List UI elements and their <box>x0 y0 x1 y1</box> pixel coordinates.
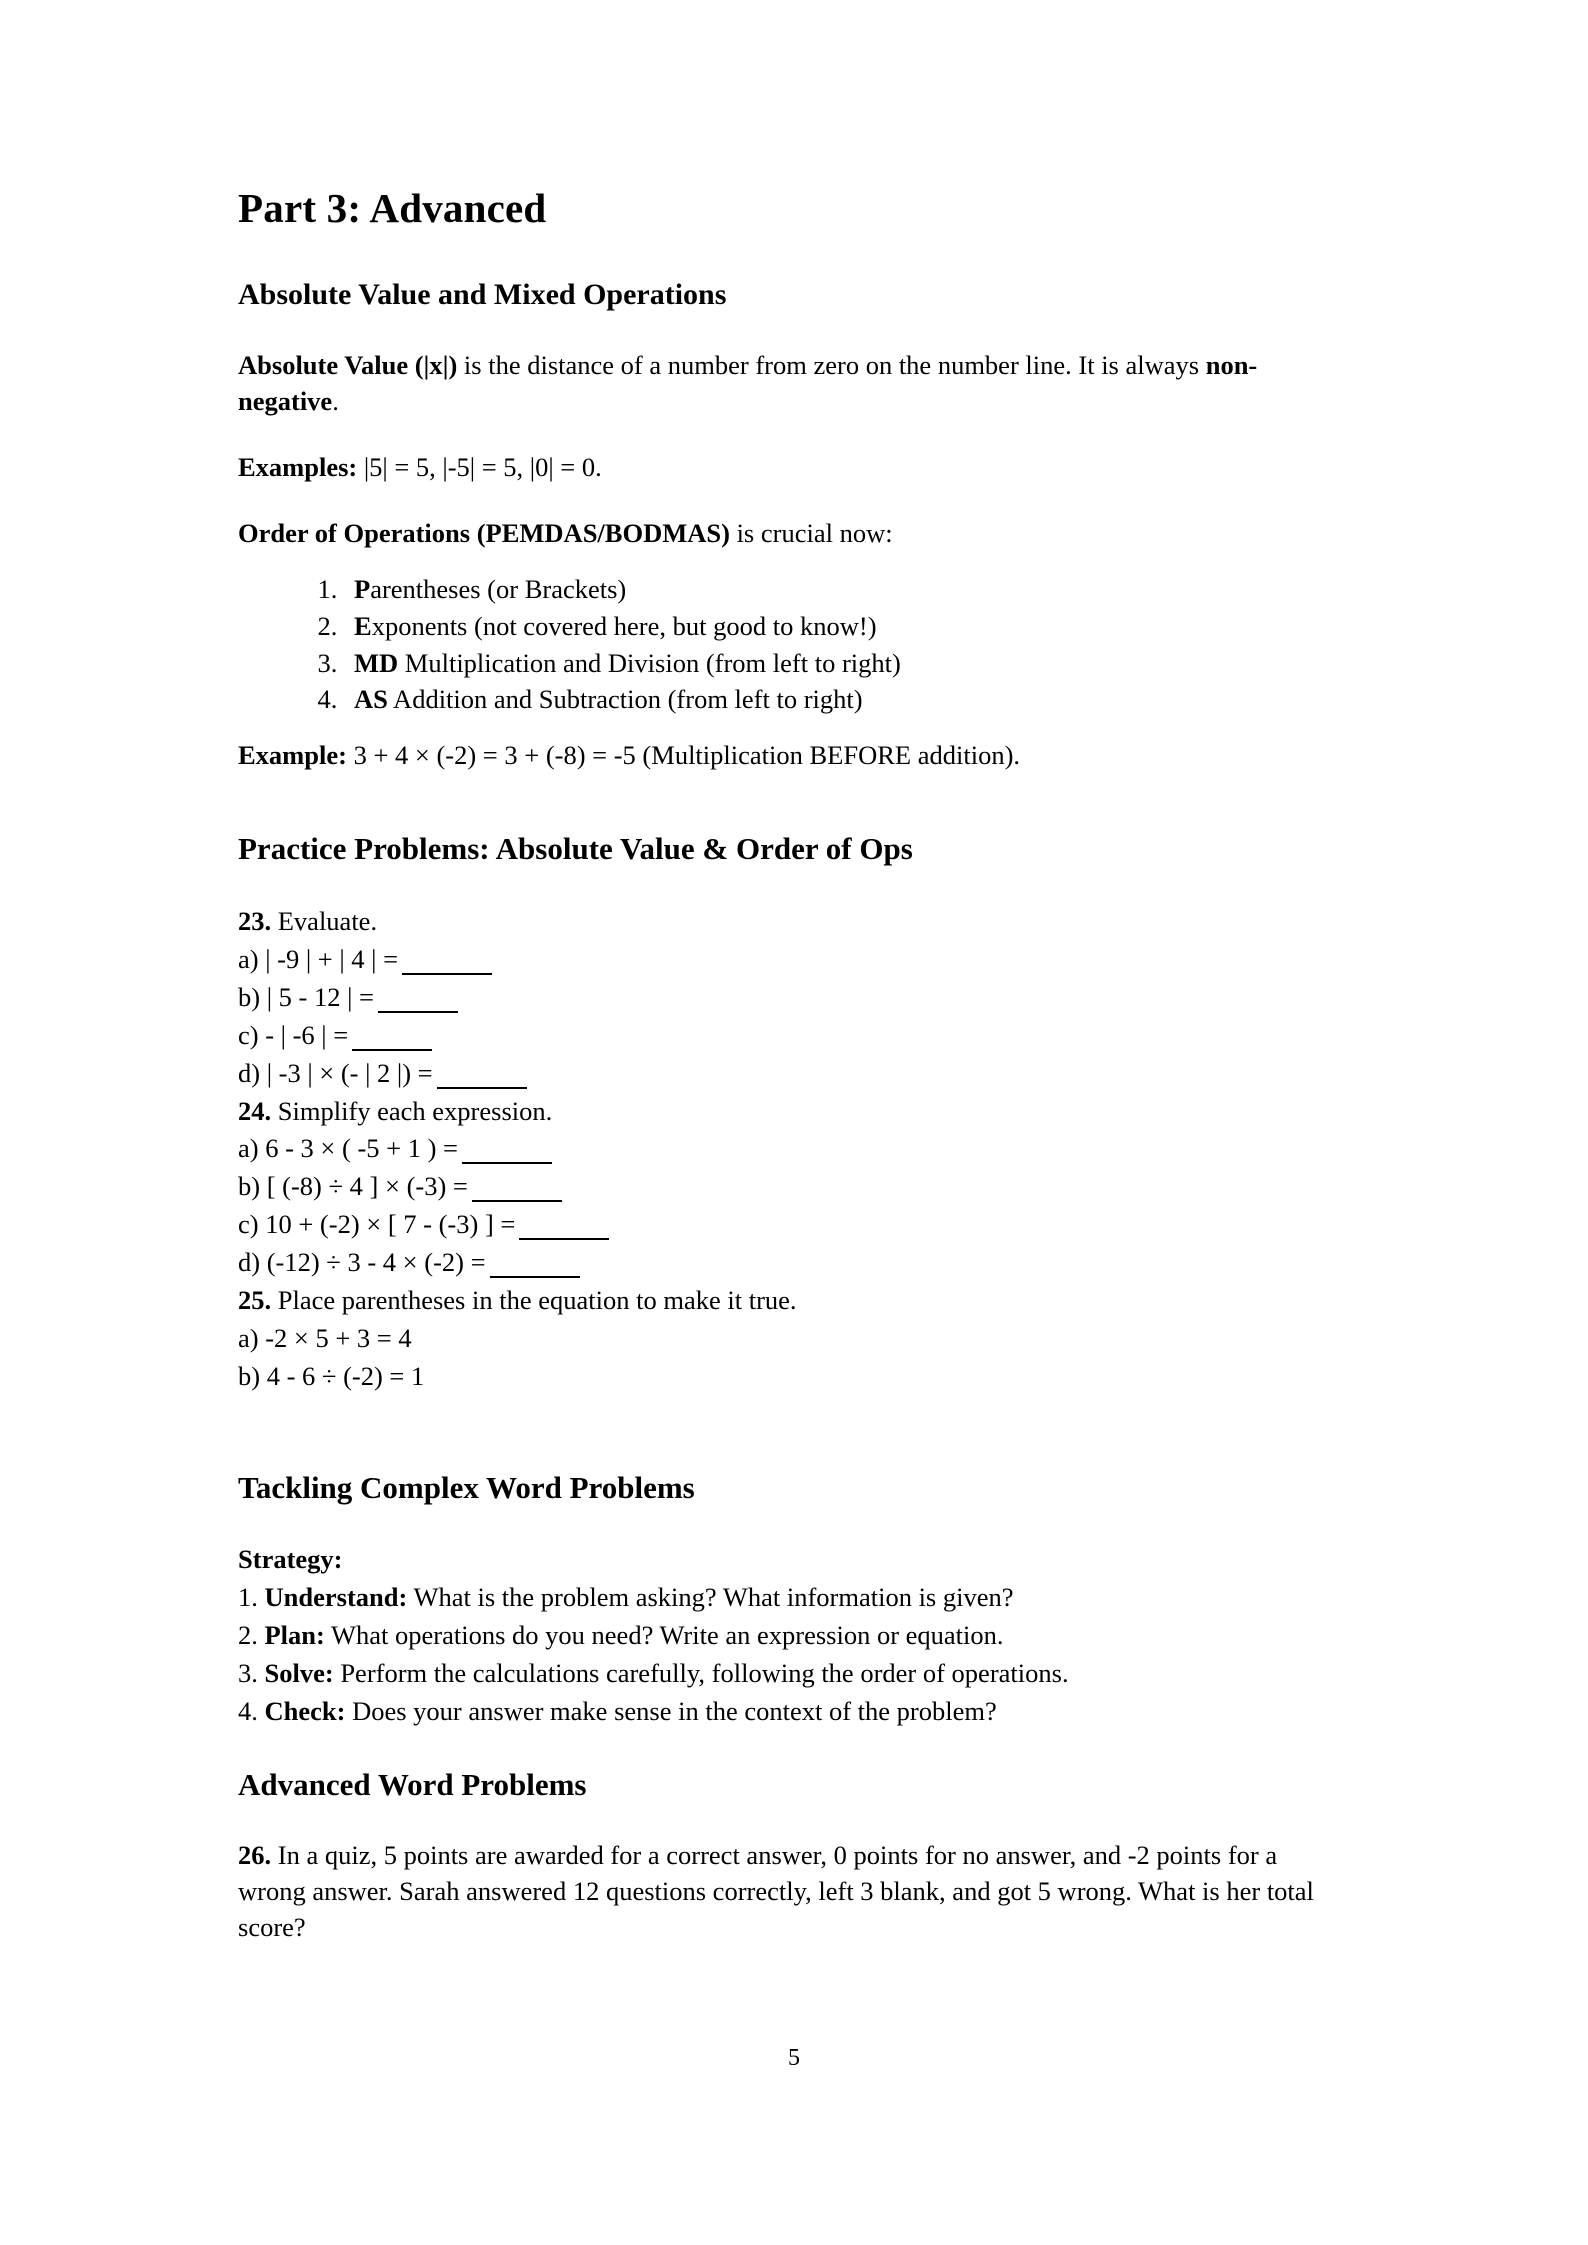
problem-item-label: a) <box>238 944 259 975</box>
strategy-step-number: 2. <box>238 1620 265 1651</box>
problem-prompt <box>238 1093 1348 1131</box>
spacer <box>238 1802 1348 1838</box>
order-of-operations-intro <box>238 516 1348 552</box>
problem-item <box>238 1320 1348 1358</box>
strategy-step-number: 4. <box>238 1695 265 1726</box>
problem-text: In a quiz, 5 points are awarded for a correct answer, 0 points for no answer, and -2 points for a wrong answer. Sarah answered 12 questions correctly, left 3 blank, and got 5 wrong. What is her total score? <box>238 1840 1314 1942</box>
examples-label: Examples: <box>238 451 358 482</box>
absolute-value-definition-label: Absolute Value (|x|) <box>238 350 458 381</box>
pemdas-item-parentheses <box>344 571 1348 608</box>
strategy-step-term: Plan: <box>264 1620 325 1651</box>
strategy-label-text: Strategy: <box>238 1544 343 1575</box>
pemdas-item-exponents <box>344 608 1348 645</box>
example-text: 3 + 4 × (-2) = 3 + (-8) = -5 (Multiplication BEFORE addition). <box>346 739 1021 770</box>
problem-item-label: b) <box>238 1171 261 1202</box>
order-of-operations-label: Order of Operations (PEMDAS/BODMAS) <box>238 517 730 548</box>
strategy-block <box>238 1541 1348 1730</box>
section-heading-practice-problems: Practice Problems: Absolute Value & Order of Ops <box>238 831 913 867</box>
order-of-operations-text: is crucial now: <box>729 517 893 548</box>
problem-item-expression: - | -6 | = <box>258 1019 349 1050</box>
strategy-step-number: 1. <box>238 1582 265 1613</box>
strategy-step-number: 3. <box>238 1658 265 1689</box>
example-label: Example: <box>238 739 347 770</box>
strategy-step <box>238 1693 1348 1731</box>
problem-text: Simplify each expression. <box>271 1095 553 1126</box>
pemdas-item-rest: Addition and Subtraction (from left to right) <box>387 684 863 715</box>
section-heading-absolute-value: Absolute Value and Mixed Operations <box>238 277 727 311</box>
spacer <box>238 773 1348 831</box>
strategy-step <box>238 1617 1348 1655</box>
problem-number: 24. <box>238 1095 272 1126</box>
problem-item <box>238 1130 1348 1168</box>
answer-blank[interactable] <box>378 1011 458 1013</box>
strategy-step-term: Check: <box>264 1695 346 1726</box>
problem-number: 26. <box>238 1840 272 1871</box>
strategy-step <box>238 1579 1348 1617</box>
spacer <box>238 718 1348 738</box>
problem-item <box>238 1168 1348 1206</box>
answer-blank[interactable] <box>402 973 492 975</box>
problem-number: 23. <box>238 906 272 937</box>
answer-blank[interactable] <box>462 1162 552 1164</box>
absolute-value-definition-text: is the distance of a number from zero on the number line. It is always <box>457 350 1206 381</box>
problem-text: Place parentheses in the equation to make it true. <box>271 1285 797 1316</box>
advanced-problem-26 <box>238 1838 1348 1945</box>
strategy-step-text: What operations do you need? Write an expression or equation. <box>324 1620 1004 1651</box>
problem-text: Evaluate. <box>271 906 378 937</box>
spacer <box>238 486 1348 516</box>
problem-item-expression: [ (-8) ÷ 4 ] × (-3) = <box>260 1171 468 1202</box>
pemdas-item-addition-subtraction <box>344 681 1348 718</box>
problem-item <box>238 1244 1348 1282</box>
strategy-step-text: Perform the calculations carefully, following the order of operations. <box>333 1658 1069 1689</box>
spacer <box>238 420 1348 450</box>
answer-blank[interactable] <box>490 1276 580 1278</box>
practice-problems-block <box>238 903 1348 1396</box>
problem-item <box>238 1055 1348 1093</box>
strategy-step <box>238 1655 1348 1693</box>
pemdas-list <box>238 571 1348 717</box>
pemdas-item-bold: E <box>354 611 372 642</box>
problem-item-label: b) <box>238 981 261 1012</box>
problem-prompt <box>238 903 1348 941</box>
strategy-label <box>238 1541 1348 1579</box>
problem-item-expression: | 5 - 12 | = <box>260 981 374 1012</box>
problem-item-label: d) <box>238 1057 261 1088</box>
problem-item <box>238 1206 1348 1244</box>
answer-blank[interactable] <box>352 1049 432 1051</box>
pemdas-item-bold: MD <box>354 647 399 678</box>
problem-item-label: a) <box>238 1322 259 1353</box>
pemdas-item-rest: arentheses (or Brackets) <box>370 574 627 605</box>
problem-item <box>238 979 1348 1017</box>
problem-item-expression: 4 - 6 ÷ (-2) = 1 <box>260 1360 425 1391</box>
pemdas-item-rest: xponents (not covered here, but good to know!) <box>371 611 877 642</box>
problem-item-expression: (-12) ÷ 3 - 4 × (-2) = <box>260 1247 486 1278</box>
answer-blank[interactable] <box>519 1238 609 1240</box>
spacer <box>238 312 1348 348</box>
pemdas-item-bold: AS <box>354 684 388 715</box>
problem-item-label: c) <box>238 1019 259 1050</box>
page-content <box>238 186 1348 1946</box>
problem-prompt <box>238 1282 1348 1320</box>
section-heading-word-problems: Tackling Complex Word Problems <box>238 1469 695 1505</box>
answer-blank[interactable] <box>437 1087 527 1089</box>
problem-item-expression: | -3 | × (- | 2 |) = <box>260 1057 433 1088</box>
problem-item <box>238 1358 1348 1396</box>
problem-item <box>238 941 1348 979</box>
problem-item-label: c) <box>238 1209 259 1240</box>
problem-item-label: a) <box>238 1133 259 1164</box>
strategy-step-term: Solve: <box>264 1658 334 1689</box>
spacer <box>238 867 1348 903</box>
pemdas-item-bold: P <box>354 574 371 605</box>
strategy-step-term: Understand: <box>264 1582 408 1613</box>
spacer <box>238 1731 1348 1767</box>
problem-item-label: d) <box>238 1247 261 1278</box>
examples-text: |5| = 5, |-5| = 5, |0| = 0. <box>357 451 602 482</box>
spacer <box>238 551 1348 571</box>
problem-item-expression: 10 + (-2) × [ 7 - (-3) ] = <box>258 1209 516 1240</box>
page-title: Part 3: Advanced <box>238 185 547 231</box>
strategy-step-text: Does your answer make sense in the context of the problem? <box>345 1695 997 1726</box>
absolute-value-definition-emphasis: non-negative <box>238 350 1258 417</box>
pemdas-item-multiplication-division <box>344 645 1348 682</box>
answer-blank[interactable] <box>472 1200 562 1202</box>
problem-item <box>238 1017 1348 1055</box>
absolute-value-definition-end: . <box>332 386 339 417</box>
section-heading-advanced-word-problems: Advanced Word Problems <box>238 1766 587 1802</box>
order-of-operations-example <box>238 738 1348 774</box>
problem-item-label: b) <box>238 1360 261 1391</box>
problem-number: 25. <box>238 1285 272 1316</box>
absolute-value-definition <box>238 348 1348 420</box>
problem-item-expression: -2 × 5 + 3 = 4 <box>258 1322 412 1353</box>
page-number: 5 <box>788 2045 800 2071</box>
strategy-step-text: What is the problem asking? What information is given? <box>407 1582 1014 1613</box>
spacer <box>238 232 1348 278</box>
spacer <box>238 1396 1348 1470</box>
spacer <box>238 1505 1348 1541</box>
problem-item-expression: | -9 | + | 4 | = <box>258 944 399 975</box>
problem-item-expression: 6 - 3 × ( -5 + 1 ) = <box>258 1133 458 1164</box>
pemdas-item-rest: Multiplication and Division (from left to right) <box>398 647 901 678</box>
absolute-value-examples <box>238 450 1348 486</box>
